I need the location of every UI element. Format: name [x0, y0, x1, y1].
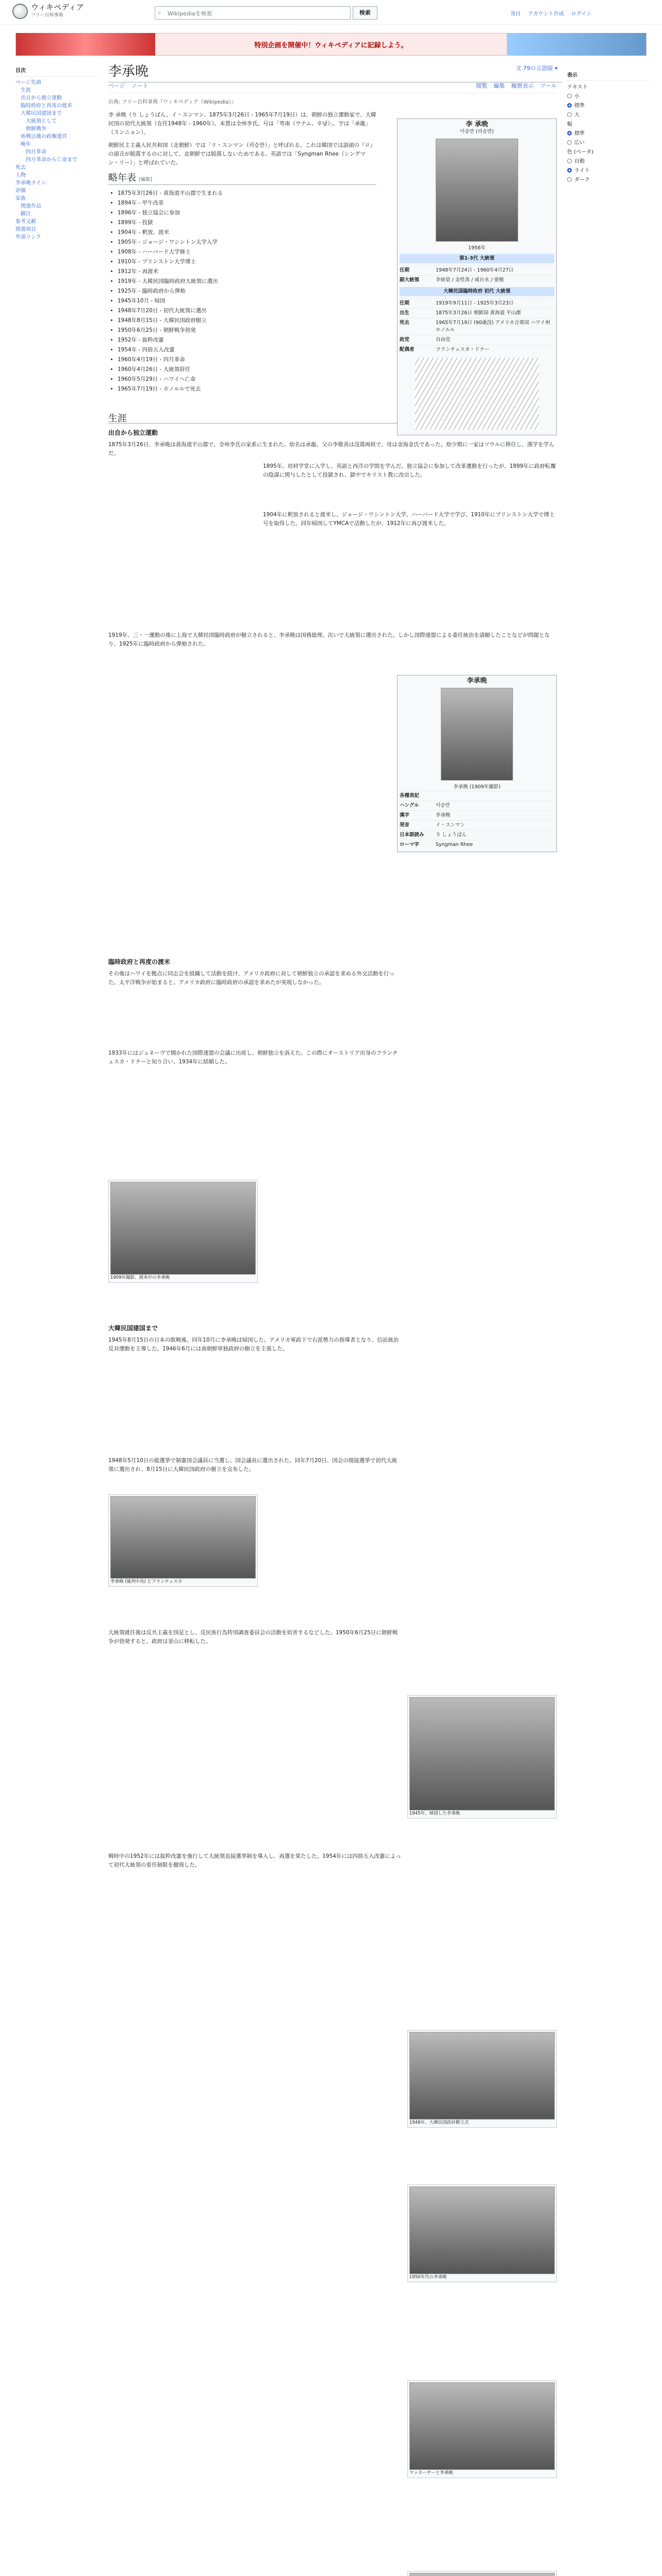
- donate-link[interactable]: 寄付: [510, 11, 521, 17]
- thumbnail[interactable]: [407, 2571, 557, 2576]
- color-dark[interactable]: ダーク: [567, 176, 650, 185]
- chronology-item: • 1899年 - 投獄: [118, 218, 376, 227]
- paragraph: その後はハワイを拠点に同志会を組織して活動を続け、アメリカ政府に対して朝鮮独立の承認を求める外交活動を行った。太平洋戦争が始まると、アメリカ政府に臨時政府の承認を求めたが実現しなかった。: [108, 971, 395, 986]
- toc-link[interactable]: 脚注: [21, 211, 31, 217]
- infobox-label: ローマ字: [400, 842, 420, 848]
- intro-paragraph-2: 朝鮮民主主義人民共和国（北朝鮮）では「リ・スンマン（리승만）」と呼ばれる。これは韓国では語頭の『ㄹ』の頭音が脱落するのに対して、北朝鮮では脱落しないためである。英語では「Syngman Rhee（シングマン・リー）」と呼ばれていた。: [108, 142, 376, 166]
- chronology-list: [108, 189, 376, 394]
- thumbnail[interactable]: [108, 1180, 258, 1283]
- paragraph: 1919年、三・一運動の後に上海で大韓民国臨時政府が樹立されると、李承晩は国務総理、次いで大統領に選出された。しかし国際連盟による委任統治を請願したことなどが問題となり、1925年に臨時政府から弾劾された。: [108, 632, 550, 647]
- photo: [110, 1182, 256, 1275]
- banner-text: 特別企画を開催中！ウィキペディアに記録しよう。: [254, 41, 408, 49]
- toc-link[interactable]: 大統領として: [26, 118, 57, 124]
- portrait-photo-1909[interactable]: [441, 688, 513, 781]
- tab-tools[interactable]: ツール: [540, 82, 557, 89]
- toc-link[interactable]: 朝鮮戦争: [26, 126, 46, 132]
- chronology-item: • 1952年 - 抜粋改憲: [118, 336, 376, 345]
- infobox-row: [400, 275, 554, 285]
- toc-link[interactable]: 出自から独立運動: [21, 95, 62, 101]
- toc-item[interactable]: [15, 94, 98, 102]
- infobox-label: 死去: [400, 320, 410, 326]
- toc-sidebar: [15, 67, 98, 241]
- infobox-row: [400, 265, 554, 275]
- chronology-item: • 1960年5月29日 - ハワイへ亡命: [118, 375, 376, 384]
- section-heading-life: 生涯: [108, 414, 557, 423]
- paragraph: 1875年3月26日、李承晩は黄海道平山郡で、全州李氏の家系に生まれた。幼名は承龍。父の李敬善は没落両班で、母は金海金氏であった。幼少期に一家はソウルに移住し、漢学を学んだ。: [108, 442, 554, 456]
- appearance-heading: 表示: [567, 71, 650, 81]
- infobox-value: イ・スンマン: [436, 822, 466, 828]
- toc-item[interactable]: [15, 117, 98, 125]
- toc-link[interactable]: 休戦以後の政権運営: [21, 134, 67, 140]
- infobox-row: [400, 830, 554, 840]
- chronology-item: • 1919年 - 大韓民国臨時政府大統領に選出: [118, 277, 376, 286]
- thumb-caption: 1945年、帰国した李承晩: [409, 1811, 460, 1816]
- toc-link[interactable]: 関連作品: [21, 204, 41, 209]
- toc-item[interactable]: [15, 202, 98, 210]
- create-account-link[interactable]: アカウント作成: [528, 11, 564, 17]
- toc-link[interactable]: 外部リンク: [15, 234, 41, 240]
- photo-caption: 1956年: [468, 245, 486, 251]
- campaign-banner[interactable]: [15, 33, 647, 56]
- thumbnail[interactable]: [407, 2380, 557, 2478]
- tab-page[interactable]: ページ: [108, 82, 125, 89]
- chronology-item: • 1904年 - 釈放、渡米: [118, 228, 376, 237]
- chronology-item: • 1960年4月26日 - 大統領辞任: [118, 365, 376, 374]
- chronology-item: • 1965年7月19日 - ホノルルで死去: [118, 385, 376, 394]
- toc-item[interactable]: [15, 110, 98, 117]
- paragraph: 戦時中の1952年には抜粋改憲を強行して大統領直接選挙制を導入し、再選を果たした。1954年には四捨五入改憲によって初代大統領の重任制限を撤廃した。: [108, 1853, 401, 1868]
- infobox-value: 李始榮 / 金性洙 / 咸台永 / 張勉: [436, 277, 504, 283]
- photo: [110, 1496, 256, 1579]
- chronology-item: • 1894年 - 甲午改革: [118, 199, 376, 208]
- chronology-item: • 1960年4月19日 - 四月革命: [118, 355, 376, 364]
- signature-image[interactable]: [415, 358, 539, 430]
- infobox-label: 政党: [400, 337, 410, 343]
- paragraph: 1933年にはジュネーヴで開かれた国際連盟の会議に出席し、朝鮮独立を訴えた。この際にオーストリア出身のフランチェスカ・ドナーと知り合い、1934年に結婚した。: [108, 1050, 398, 1065]
- office-band: 第1-3代 大統領: [400, 254, 554, 263]
- toc-item[interactable]: [15, 148, 98, 156]
- top-bar: [0, 0, 662, 25]
- text-size-large[interactable]: 大: [567, 111, 650, 120]
- toc-item[interactable]: [15, 141, 98, 148]
- thumb-caption: 1948年、大韓民国政府樹立式: [409, 2120, 469, 2125]
- tab-talk[interactable]: ノート: [131, 82, 148, 89]
- chronology-item: • 1948年8月15日 - 大韓民国政府樹立: [118, 316, 376, 325]
- banner-image-right: [507, 33, 646, 56]
- portrait-photo[interactable]: [436, 139, 518, 242]
- infobox-row: [400, 308, 554, 318]
- page-tabs: [108, 81, 557, 93]
- tab-read[interactable]: 閲覧: [476, 82, 488, 89]
- infobox-label: 任期: [400, 267, 410, 273]
- page-title: 李承晩: [108, 61, 562, 82]
- infobox-value: 1965年7月19日 (90歳没) アメリカ合衆国 ハワイ州 ホノルル: [436, 320, 550, 333]
- paragraph: 1948年5月10日の総選挙で制憲国会議員に当選し、国会議長に選出された。同年7月20日、国会の間接選挙で初代大統領に選出され、8月15日に大韓民国政府の樹立を宣布した。: [108, 1458, 398, 1472]
- edit-link[interactable]: [編集]: [139, 177, 152, 182]
- paragraph: 大統領就任後は反共主義を国是とし、反民族行為特別調査委員会の活動を妨害するなどした。1950年6月25日に朝鮮戦争が勃発すると、政府は釜山に移転した。: [108, 1630, 398, 1645]
- infobox-label: 発音: [400, 822, 410, 828]
- toc-link[interactable]: 李承晩ライン: [15, 180, 46, 186]
- infobox-value: 1919年9月11日 - 1925年3月23日: [436, 300, 514, 306]
- infobox-row: [400, 791, 554, 801]
- office-band: 大韓民国臨時政府 初代 大統領: [400, 287, 554, 296]
- infobox-row: [400, 335, 554, 345]
- toc-item[interactable]: [15, 125, 98, 133]
- toc-link[interactable]: ページ先頭: [15, 80, 41, 86]
- infobox-row: [400, 801, 554, 810]
- infobox-value: 이승만: [436, 803, 450, 808]
- infobox-row: [400, 840, 554, 850]
- chronology-item: • 1908年 - ハーバード大学修士: [118, 248, 376, 257]
- search-icon: ⌕: [158, 9, 161, 16]
- toc-link[interactable]: 四月革命: [26, 149, 46, 155]
- color-label: 色 (ベータ): [567, 149, 593, 155]
- width-standard[interactable]: 標準: [567, 129, 650, 139]
- subsection-heading: 大韓民国建国まで: [108, 1325, 158, 1332]
- chronology-item: • 1954年 - 四捨五入改憲: [118, 346, 376, 354]
- intro-paragraph: 李 承晩（り しょうばん、イ・スンマン、1875年3月26日 - 1965年7月19日）は、朝鮮の独立運動家で、大韓民国の初代大統領（在任1948年 - 1960年）。本貫は全州李氏。号は「雩南（ウナム、우남）」。字は「承龍」（スンニョン）。: [108, 112, 376, 135]
- thumb-caption: 1909年撮影、渡米中の李承晩: [110, 1275, 170, 1280]
- subsection-heading: 出自から独立運動: [108, 429, 158, 436]
- chronology-item: • 1875年3月26日 - 黄海道平山郡で生まれる: [118, 189, 376, 198]
- infobox-row: [400, 345, 554, 354]
- infobox-value: 自由党: [436, 337, 451, 343]
- toc-link[interactable]: 四月革命から亡命まで: [26, 157, 77, 163]
- site-logo[interactable]: [12, 3, 84, 20]
- toc-link[interactable]: 人物: [15, 173, 26, 178]
- search-input[interactable]: Wikipediaを検索: [155, 6, 351, 20]
- thumb-caption: 1950年代の李承晩: [409, 2275, 447, 2280]
- thumbnail[interactable]: [407, 1695, 557, 1819]
- user-links: [510, 9, 591, 17]
- toc-item[interactable]: [15, 79, 98, 87]
- photo: [409, 2382, 555, 2470]
- infobox-name-ko: 이승만 (리승만): [460, 129, 494, 134]
- chronology-item: • 1912年 - 再渡米: [118, 267, 376, 276]
- infobox-label: 各種表記: [400, 793, 420, 799]
- toc-item[interactable]: [15, 195, 98, 202]
- chronology-item: • 1948年7月20日 - 初代大統領に選出: [118, 307, 376, 315]
- toc-link[interactable]: 晩年: [21, 142, 31, 147]
- toc-item[interactable]: [15, 133, 98, 141]
- toc-item[interactable]: [15, 102, 98, 110]
- chronology-item: • 1896年 - 独立協会に参加: [118, 209, 376, 217]
- infobox-label: 副大統領: [400, 277, 420, 283]
- paragraph: 1904年に釈放されると渡米し、ジョージ・ワシントン大学、ハーバード大学で学び、1910年にプリンストン大学で博士号を取得した。同年帰国してYMCAで活動したが、1912年に再び渡米した。: [263, 512, 555, 527]
- paragraph: 1895年、培材学堂に入学し、英語と西洋の学問を学んだ。独立協会に参加して改革運動を行ったが、1899年に政府転覆の陰謀に関与したとして投獄され、獄中でキリスト教に改宗した。: [263, 463, 556, 478]
- infobox-label: 任期: [400, 300, 410, 306]
- infobox-names: [397, 675, 557, 852]
- color-auto[interactable]: 自動: [567, 157, 650, 166]
- text-size-small[interactable]: 小: [567, 92, 650, 101]
- infobox-name: 李承晩: [467, 677, 487, 685]
- infobox-value: Syngman Rhee: [436, 842, 473, 848]
- toc-item[interactable]: [15, 87, 98, 94]
- infobox-value: り しょうばん: [436, 832, 467, 838]
- photo: [409, 2032, 555, 2120]
- toc-item[interactable]: [15, 156, 98, 164]
- toc-item[interactable]: [15, 218, 98, 226]
- subsection-heading: 臨時政府と再度の渡米: [108, 958, 171, 965]
- thumbnail[interactable]: [407, 2030, 557, 2128]
- toc-link[interactable]: 家族: [15, 196, 26, 201]
- photo: [409, 2187, 555, 2274]
- toc-link[interactable]: 生涯: [21, 88, 31, 93]
- infobox-value: 1875年3月26日 朝鮮国 黄海道 平山郡: [436, 310, 521, 316]
- chronology-item: • 1905年 - ジョージ・ワシントン大学入学: [118, 238, 376, 247]
- toc-link[interactable]: 参考文献: [15, 219, 36, 225]
- infobox-row: [400, 318, 554, 335]
- photo: [409, 2573, 555, 2576]
- infobox-name: 李 承晩: [466, 121, 488, 128]
- toc-item[interactable]: [15, 164, 98, 172]
- thumb-caption: マッカーサーと李承晩: [409, 2470, 453, 2476]
- paragraph: 1945年8月15日の日本の敗戦後、同年10月に李承晩は帰国した。アメリカ軍政下で右派勢力の指導者となり、信託統治反対運動を主導した。1946年6月には南朝鮮単独政府の樹立を主張した。: [108, 1337, 399, 1352]
- toc-link[interactable]: 死去: [15, 165, 26, 171]
- infobox-label: 出生: [400, 310, 410, 316]
- chronology-item: • 1950年6月25日 - 朝鮮戦争勃発: [118, 326, 376, 335]
- toc-link[interactable]: 臨時政府と再度の渡米: [21, 103, 72, 109]
- toc-item[interactable]: [15, 179, 98, 187]
- chronology-heading: 略年表 [編集]: [108, 174, 376, 185]
- toc-link[interactable]: 評価: [15, 188, 26, 194]
- tab-history[interactable]: 履歴表示: [511, 82, 534, 89]
- infobox-row: [400, 820, 554, 830]
- infobox-label: 配偶者: [400, 347, 415, 352]
- thumbnail[interactable]: [407, 2184, 557, 2282]
- login-link[interactable]: ログイン: [571, 11, 592, 17]
- toc-item[interactable]: [15, 210, 98, 218]
- photo-caption: 李承晩 (1909年撮影): [453, 784, 501, 790]
- infobox-value: 1948年7月24日 - 1960年4月27日: [436, 267, 514, 273]
- toc-link[interactable]: 関連項目: [15, 227, 36, 232]
- infobox-row: [400, 810, 554, 820]
- wikipedia-globe-icon: [12, 4, 28, 19]
- toc-item[interactable]: [15, 226, 98, 233]
- width-label: 幅: [567, 122, 572, 127]
- thumb-caption: 李承晩 (後列中央) とフランチェスカ: [110, 1579, 183, 1584]
- search-button[interactable]: 検索: [353, 6, 377, 20]
- infobox-value: フランチェスカ・ドナー: [436, 347, 490, 352]
- text-size-standard[interactable]: 標準: [567, 101, 650, 111]
- toc-link[interactable]: 大韓民国建国まで: [21, 111, 62, 116]
- infobox-president: [397, 118, 557, 435]
- toc-heading: 目次: [15, 67, 98, 77]
- text-size-label: テキスト: [567, 84, 588, 90]
- wordmark: ウィキペディア フリー百科事典: [31, 3, 84, 18]
- source-note: 出典: フリー百科事典『ウィキペディア（Wikipedia）』: [108, 99, 237, 105]
- photo: [409, 1697, 555, 1810]
- infobox-label: ハングル: [400, 803, 419, 808]
- toc-item[interactable]: [15, 187, 98, 195]
- toc-item[interactable]: [15, 233, 98, 241]
- toc-item[interactable]: [15, 172, 98, 179]
- infobox-value: 李承晩: [436, 812, 451, 818]
- thumbnail[interactable]: [108, 1494, 258, 1587]
- language-button[interactable]: 文 79の言語版 ▾: [516, 65, 558, 72]
- infobox-row: [400, 298, 554, 308]
- color-light[interactable]: ライト: [567, 166, 650, 176]
- chronology-item: • 1925年 - 臨時政府から弾劾: [118, 287, 376, 296]
- chronology-item: • 1945年10月 - 帰国: [118, 297, 376, 306]
- infobox-label: 日本語読み: [400, 832, 424, 838]
- infobox-label: 漢字: [400, 812, 410, 818]
- tab-edit[interactable]: 編集: [493, 82, 505, 89]
- banner-image-left: [16, 33, 155, 56]
- width-wide[interactable]: 広い: [567, 139, 650, 148]
- chronology-item: • 1910年 - プリンストン大学博士: [118, 258, 376, 266]
- appearance-panel: [567, 67, 650, 185]
